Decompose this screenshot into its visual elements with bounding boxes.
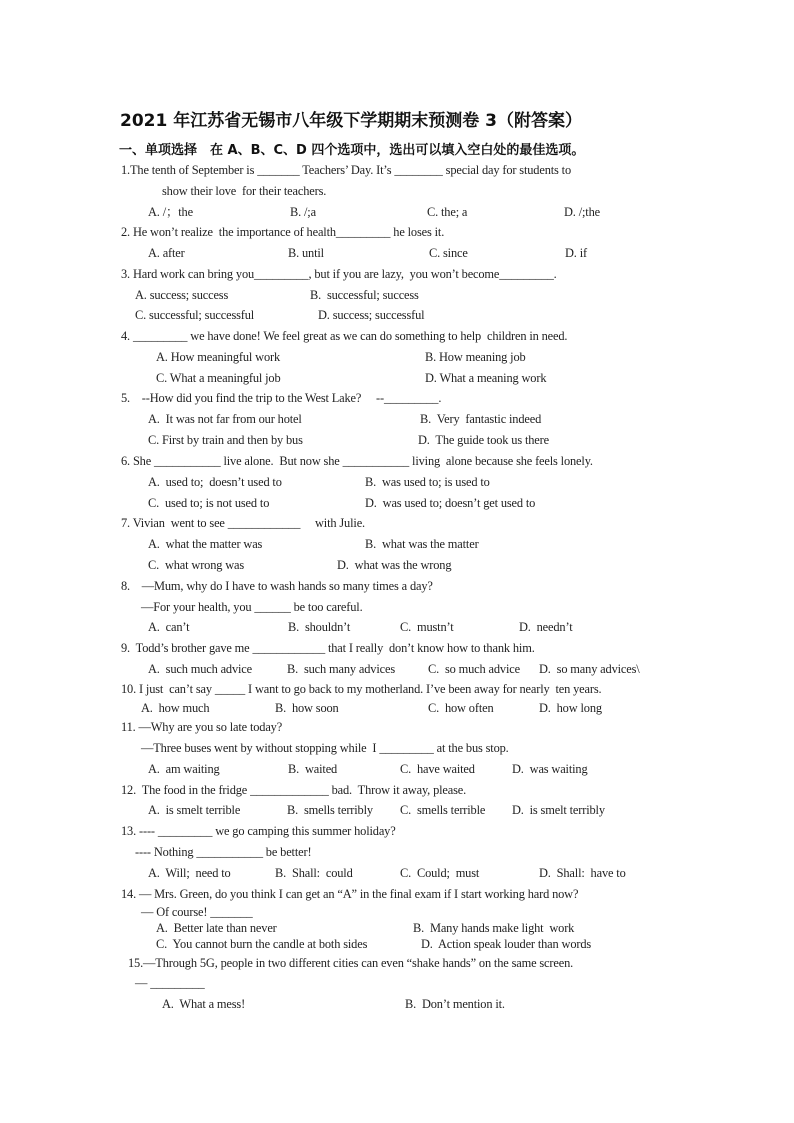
option-b: B. was used to; is used to <box>365 475 490 489</box>
option-b: B. successful; success <box>310 288 419 302</box>
option-d: D. What a meaning work <box>425 371 547 385</box>
option-d: D. was waiting <box>512 762 588 776</box>
option-c: C. have waited <box>400 762 475 776</box>
question-stem: 13. ---- _________ we go camping this summer holiday? <box>121 824 396 838</box>
option-a: A. Better late than never <box>156 921 277 935</box>
option-b: B. Don’t mention it. <box>405 997 505 1011</box>
question-stem: 7. Vivian went to see ____________ with Julie. <box>121 516 365 530</box>
option-c: C. so much advice <box>428 662 520 676</box>
option-a: A. success; success <box>135 288 229 302</box>
question-stem: 1.The tenth of September is _______ Teachers’ Day. It’s ________ special day for students to <box>121 163 571 177</box>
option-d: D. how long <box>539 701 602 715</box>
option-b: B. Very fantastic indeed <box>420 412 542 426</box>
option-b: B. /;a <box>290 205 316 219</box>
option-a: A. such much advice <box>148 662 253 676</box>
option-d: D. success; successful <box>318 308 425 322</box>
option-c: C. how often <box>428 701 494 715</box>
option-c: C. You cannot burn the candle at both sides <box>156 937 368 951</box>
page-title: 2021 年江苏省无锡市八年级下学期期末预测卷 3（附答案） <box>120 111 582 131</box>
option-d: D. what was the wrong <box>337 558 452 572</box>
question-stem: 5. --How did you find the trip to the West Lake? --_________. <box>121 391 442 405</box>
question-stem: 6. She ___________ live alone. But now she ___________ living alone because she feels lonely. <box>121 454 593 468</box>
option-c: C. mustn’t <box>400 620 454 634</box>
option-c: C. successful; successful <box>135 308 255 322</box>
question-stem: 3. Hard work can bring you_________, but if you are lazy, you won’t become_________. <box>121 267 557 281</box>
option-b: B. until <box>288 246 324 260</box>
question-stem: 4. _________ we have done! We feel great as we can do something to help children in need. <box>121 329 568 343</box>
option-a: A. What a mess! <box>162 997 246 1011</box>
option-b: B. smells terribly <box>287 803 373 817</box>
question-stem: 8. —Mum, why do I have to wash hands so many times a day? <box>121 579 433 593</box>
option-c: C. what wrong was <box>148 558 245 572</box>
option-b: B. how soon <box>275 701 339 715</box>
question-stem-continued: show their love for their teachers. <box>162 184 327 198</box>
section-heading: 一、单项选择 在 A、B、C、D 四个选项中，选出可以填入空白处的最佳选项。 <box>119 143 585 158</box>
option-b: B. waited <box>288 762 338 776</box>
option-c: C. smells terrible <box>400 803 486 817</box>
option-b: B. such many advices <box>287 662 395 676</box>
option-b: B. Shall: could <box>275 866 353 880</box>
option-b: B. shouldn’t <box>288 620 351 634</box>
option-a: A. used to; doesn’t used to <box>148 475 282 489</box>
question-stem-continued: —Three buses went by without stopping while I _________ at the bus stop. <box>141 741 509 755</box>
option-c: C. First by train and then by bus <box>148 433 303 447</box>
question-stem-continued: ---- Nothing ___________ be better! <box>135 845 312 859</box>
question-stem: 15.—Through 5G, people in two different cities can even “shake hands” on the same screen. <box>128 956 574 970</box>
option-d: D. was used to; doesn’t get used to <box>365 496 536 510</box>
question-stem-continued: — _________ <box>135 976 205 990</box>
option-a: A. is smelt terrible <box>148 803 241 817</box>
option-d: D. Action speak louder than words <box>421 937 592 951</box>
option-a: A. can’t <box>148 620 190 634</box>
question-stem: 11. —Why are you so late today? <box>121 720 283 734</box>
option-c: C. the; a <box>427 205 468 219</box>
question-stem: 9. Todd’s brother gave me ____________ that I really don’t know how to thank him. <box>121 641 535 655</box>
option-c: C. since <box>429 246 468 260</box>
option-d: D. /;the <box>564 205 600 219</box>
option-b: B. what was the matter <box>365 537 479 551</box>
option-a: A. It was not far from our hotel <box>148 412 302 426</box>
option-d: D. needn’t <box>519 620 573 634</box>
question-stem-continued: — Of course! _______ <box>141 905 253 919</box>
option-a: A. after <box>148 246 185 260</box>
option-a: A. /；the <box>148 205 193 219</box>
option-a: A. what the matter was <box>148 537 263 551</box>
question-stem: 14. — Mrs. Green, do you think I can get an “A” in the final exam if I start working hard now? <box>121 887 579 901</box>
option-a: A. how much <box>141 701 210 715</box>
option-a: A. Will; need to <box>148 866 231 880</box>
option-d: D. The guide took us there <box>418 433 549 447</box>
option-a: A. am waiting <box>148 762 220 776</box>
question-stem: 10. I just can’t say _____ I want to go back to my motherland. I’ve been away for nearly ten years. <box>121 682 602 696</box>
question-stem: 12. The food in the fridge _____________ bad. Throw it away, please. <box>121 783 467 797</box>
option-d: D. Shall: have to <box>539 866 626 880</box>
question-stem: 2. He won’t realize the importance of health_________ he loses it. <box>121 225 445 239</box>
option-b: B. How meaning job <box>425 350 526 364</box>
option-d: D. so many advices\ <box>539 662 640 676</box>
question-stem-continued: —For your health, you ______ be too careful. <box>141 600 363 614</box>
option-b: B. Many hands make light work <box>413 921 575 935</box>
option-a: A. How meaningful work <box>156 350 281 364</box>
option-d: D. if <box>565 246 587 260</box>
option-d: D. is smelt terribly <box>512 803 605 817</box>
option-c: C. used to; is not used to <box>148 496 270 510</box>
option-c: C. What a meaningful job <box>156 371 281 385</box>
option-c: C. Could; must <box>400 866 480 880</box>
